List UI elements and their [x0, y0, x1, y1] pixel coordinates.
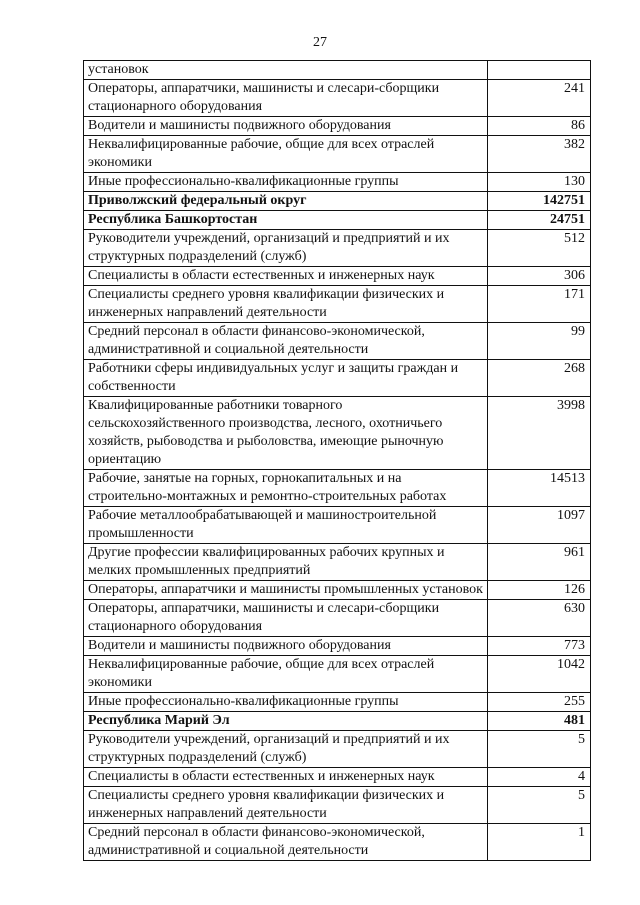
row-value: 268 — [488, 360, 591, 397]
row-value: 4 — [488, 768, 591, 787]
table-row — [84, 731, 591, 768]
row-label: Операторы, аппаратчики, машинисты и слесари-сборщики стационарного оборудования — [84, 80, 488, 117]
table-row — [84, 211, 591, 230]
row-value: 99 — [488, 323, 591, 360]
row-value: 382 — [488, 136, 591, 173]
table-row — [84, 768, 591, 787]
row-label: Средний персонал в области финансово-экономической, административной и социальной деятельности — [84, 323, 488, 360]
row-value: 1097 — [488, 507, 591, 544]
row-value: 630 — [488, 600, 591, 637]
table-row — [84, 80, 591, 117]
table-row — [84, 600, 591, 637]
row-value: 126 — [488, 581, 591, 600]
table-row — [84, 470, 591, 507]
table-row — [84, 656, 591, 693]
row-value: 773 — [488, 637, 591, 656]
row-label: Руководители учреждений, организаций и предприятий и их структурных подразделений (служб) — [84, 230, 488, 267]
row-value: 512 — [488, 230, 591, 267]
row-label: Другие профессии квалифицированных рабочих крупных и мелких промышленных предприятий — [84, 544, 488, 581]
row-value: 130 — [488, 173, 591, 192]
table-row — [84, 136, 591, 173]
table-row — [84, 267, 591, 286]
table-row — [84, 507, 591, 544]
table-body — [84, 61, 591, 861]
row-label: Республика Башкортостан — [84, 211, 488, 230]
row-label: Приволжский федеральный округ — [84, 192, 488, 211]
row-value: 1 — [488, 824, 591, 861]
row-label: Специалисты среднего уровня квалификации физических и инженерных направлений деятельности — [84, 286, 488, 323]
row-value: 3998 — [488, 397, 591, 470]
row-label: Иные профессионально-квалификационные группы — [84, 173, 488, 192]
row-value: 255 — [488, 693, 591, 712]
row-value — [488, 61, 591, 80]
row-label: Иные профессионально-квалификационные группы — [84, 693, 488, 712]
table-row — [84, 712, 591, 731]
row-label: Средний персонал в области финансово-экономической, административной и социальной деятельности — [84, 824, 488, 861]
row-label: Специалисты в области естественных и инженерных наук — [84, 267, 488, 286]
table-row — [84, 230, 591, 267]
employment-table — [83, 60, 591, 861]
row-label: Водители и машинисты подвижного оборудования — [84, 637, 488, 656]
row-label: Водители и машинисты подвижного оборудования — [84, 117, 488, 136]
table-row — [84, 544, 591, 581]
row-label: Республика Марий Эл — [84, 712, 488, 731]
table-row — [84, 323, 591, 360]
row-value: 142751 — [488, 192, 591, 211]
row-value: 961 — [488, 544, 591, 581]
row-label: Рабочие, занятые на горных, горнокапитальных и на строительно-монтажных и ремонтно-строительных работах — [84, 470, 488, 507]
row-value: 241 — [488, 80, 591, 117]
row-value: 14513 — [488, 470, 591, 507]
row-label: Неквалифицированные рабочие, общие для всех отраслей экономики — [84, 136, 488, 173]
table-row — [84, 173, 591, 192]
row-label: Неквалифицированные рабочие, общие для всех отраслей экономики — [84, 656, 488, 693]
row-value: 86 — [488, 117, 591, 136]
row-label: установок — [84, 61, 488, 80]
row-label: Специалисты среднего уровня квалификации физических и инженерных направлений деятельности — [84, 787, 488, 824]
table-row — [84, 286, 591, 323]
table-row — [84, 117, 591, 136]
table-row — [84, 61, 591, 80]
row-label: Специалисты в области естественных и инженерных наук — [84, 768, 488, 787]
row-label: Рабочие металлообрабатывающей и машиностроительной промышленности — [84, 507, 488, 544]
table-row — [84, 637, 591, 656]
row-value: 24751 — [488, 211, 591, 230]
row-label: Работники сферы индивидуальных услуг и защиты граждан и собственности — [84, 360, 488, 397]
row-value: 481 — [488, 712, 591, 731]
table-row — [84, 693, 591, 712]
table-row — [84, 824, 591, 861]
table-row — [84, 192, 591, 211]
row-value: 5 — [488, 787, 591, 824]
row-label: Руководители учреждений, организаций и предприятий и их структурных подразделений (служб) — [84, 731, 488, 768]
table-row — [84, 360, 591, 397]
row-label: Операторы, аппаратчики и машинисты промышленных установок — [84, 581, 488, 600]
row-label: Операторы, аппаратчики, машинисты и слесари-сборщики стационарного оборудования — [84, 600, 488, 637]
row-value: 306 — [488, 267, 591, 286]
row-value: 171 — [488, 286, 591, 323]
row-label: Квалифицированные работники товарного сельскохозяйственного производства, лесного, охотничьего хозяйств, рыбоводства и рыболовства, имеющие рыночную ориентацию — [84, 397, 488, 470]
table-row — [84, 787, 591, 824]
row-value: 5 — [488, 731, 591, 768]
table-row — [84, 397, 591, 470]
table-row — [84, 581, 591, 600]
page-number: 27 — [313, 35, 327, 50]
row-value: 1042 — [488, 656, 591, 693]
